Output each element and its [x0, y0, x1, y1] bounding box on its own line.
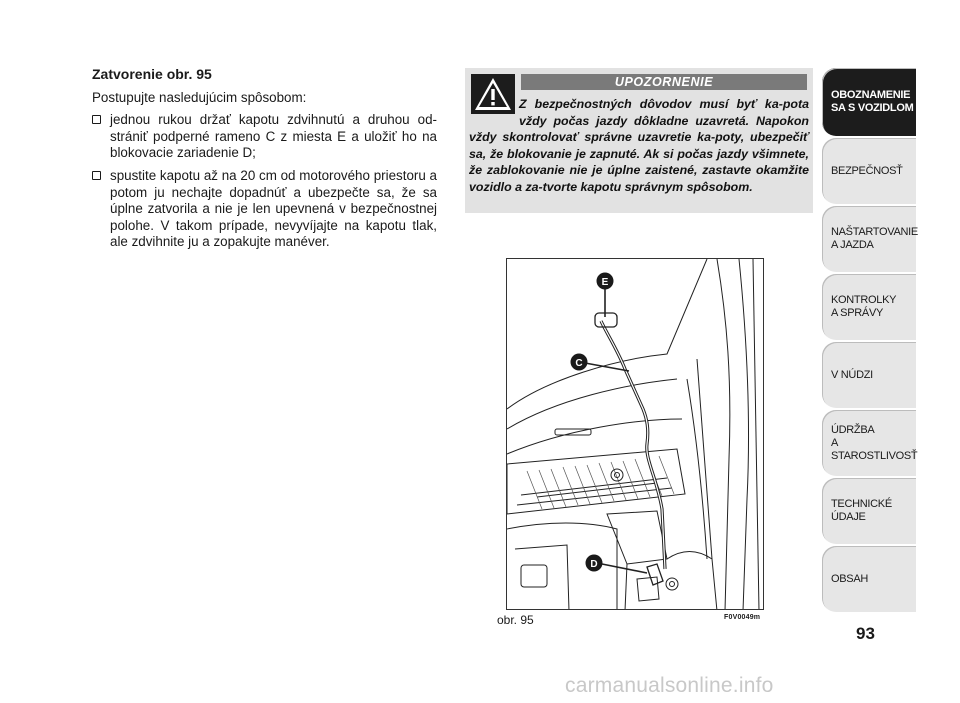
list-item-text: spustite kapotu až na 20 cm od motorového priestoru a potom ju nechajte dopadnúť a ubezpečte sa, že sa úplne zatvorila a nie je len upevnená v bezpečnostnej polohe. V takom prípade, nevyvíjajte na kapotu tlak, ale zdvihnite ju a zopakujte manéver. — [110, 167, 437, 250]
tab-label-line2: A SPRÁVY — [831, 307, 884, 319]
tab-label: OBSAH — [831, 572, 869, 585]
tab-label: TECHNICKÉ — [831, 498, 892, 510]
watermark: carmanualsonline.info — [565, 674, 774, 697]
tab-obsah[interactable] — [822, 546, 916, 612]
tab-label-line2: A JAZDA — [831, 239, 874, 251]
tab-label: ÚDRŽBA — [831, 423, 875, 436]
callout-label-e: E — [601, 277, 609, 288]
tab-v-nudzi[interactable] — [822, 342, 916, 408]
tab-label: V NÚDZI — [831, 368, 873, 381]
tab-technicke-udaje[interactable] — [822, 478, 916, 544]
callout-label-d: D — [590, 559, 598, 570]
figure-caption: obr. 95 — [497, 613, 534, 627]
tab-nastartovanie[interactable] — [822, 206, 916, 272]
tab-udrzba[interactable] — [822, 410, 916, 476]
list-item — [92, 168, 437, 251]
tab-bezpecnost[interactable] — [822, 138, 916, 204]
callout-d — [586, 555, 603, 572]
instruction-list — [92, 112, 437, 251]
tab-label-line2: A STAROSTLIVOSŤ — [831, 436, 918, 462]
tab-kontrolky[interactable] — [822, 274, 916, 340]
tab-label: OBOZNAMENIE — [831, 89, 911, 101]
engine-hood-illustration — [506, 258, 764, 610]
section-title: Zatvorenie obr. 95 — [92, 66, 212, 82]
intro-text: Postupujte nasledujúcim spôsobom: — [92, 89, 307, 105]
main-text-column — [92, 66, 437, 257]
chapter-tabs — [822, 68, 916, 614]
tab-label-line2: ÚDAJE — [831, 511, 866, 523]
tab-label: NAŠTARTOVANIE — [831, 226, 918, 238]
list-item — [92, 112, 437, 162]
checkbox-bullet-icon — [92, 115, 101, 124]
hood-prop-rod-drawing — [507, 259, 764, 610]
tab-label: KONTROLKY — [831, 294, 897, 306]
checkbox-bullet-icon — [92, 171, 101, 180]
callout-c — [571, 354, 588, 371]
figure-code: F0V0049m — [724, 614, 761, 621]
warning-text: Z bezpečnostných dôvodov musí byť ka-pota vždy počas jazdy dôkladne uzavretá. Napokon vždy skontrolovať správne uzavretie ka-poty, ubezpečiť sa, že blokovanie je zapnuté. Ak si počas jazdy všimnete, že zablokovanie nie je úplne zaistené, zastavte okamžite vozidlo a za-tvorte kapotu správnym spôsobom. — [469, 97, 809, 194]
callout-e — [597, 273, 614, 290]
list-item-text: jednou rukou držať kapotu zdvihnutú a druhou od-strániť podperné rameno C z miesta E a uložiť ho na blokovacie zariadenie D; — [110, 112, 437, 161]
tab-label: BEZPEČNOSŤ — [831, 164, 903, 177]
warning-header: UPOZORNENIE — [521, 74, 807, 90]
callout-label-c: C — [575, 358, 583, 369]
warning-box — [465, 68, 813, 213]
tab-oboznamenie[interactable] — [822, 68, 916, 136]
tab-label-line2: SA S VOZIDLOM — [831, 102, 914, 114]
page-number: 93 — [856, 624, 875, 643]
